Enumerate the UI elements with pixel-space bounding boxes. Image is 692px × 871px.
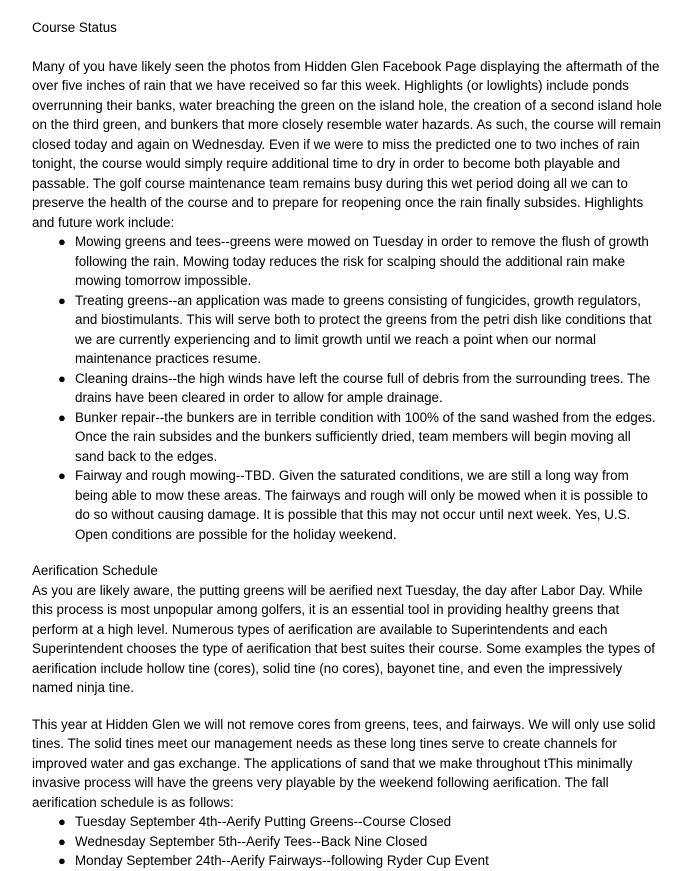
document-page — [32, 18, 662, 871]
list-item-text: Cleaning drains--the high winds have left the course full of debris from the surrounding trees. The drains have been cleared in order to allow for ample drainage. — [75, 370, 651, 405]
spacer — [32, 544, 662, 561]
bullet-icon: ● — [58, 292, 66, 308]
course-status-heading: Course Status — [32, 20, 117, 35]
list-item — [32, 291, 662, 369]
aerification-paragraph-2: This year at Hidden Glen we will not remove cores from greens, tees, and fairways. We will only use solid tines. The solid tines meet our management needs as these long tines serve to create channels for improved water and gas exchange. The applications of sand that we make throughout tThis minimally invasive process will have the greens very playable by the weekend following aerification. The fall aerification schedule is as follows: — [32, 716, 656, 810]
schedule-list — [32, 812, 662, 871]
list-item — [32, 232, 662, 291]
bullet-icon: ● — [58, 833, 66, 849]
spacer — [32, 698, 662, 715]
list-item — [32, 466, 662, 544]
list-item-text: Treating greens--an application was made to greens consisting of fungicides, growth regulators, and biostimulants. This will serve both to protect the greens from the petri dish like conditions that we are currently experiencing and to limit growth until we reach a point when our normal maintenance practices resume. — [75, 292, 652, 366]
schedule-item-text: Wednesday September 5th--Aerify Tees--Back Nine Closed — [75, 833, 428, 849]
aerification-heading: Aerification Schedule — [32, 563, 158, 578]
list-item — [32, 369, 662, 408]
list-item-text: Mowing greens and tees--greens were mowed on Tuesday in order to remove the flush of growth following the rain. Mowing today reduces the risk for scalping should the additional rain make mowing tomorrow impossible. — [75, 234, 649, 288]
course-status-intro: Many of you have likely seen the photos from Hidden Glen Facebook Page displaying the aftermath of the over five inches of rain that we have received so far this week. Highlights (or lowlights) include ponds overrunning their banks, water breaching the green on the island hole, the creation of a second island hole on the third green, and bunkers that more closely resemble water hazards. As such, the course will remain closed today and again on Wednesday. Even if we were to miss the predicted one to two inches of rain tonight, the course would simply require additional time to dry in order to become both playable and passable. The golf course maintenance team remains busy during this wet period doing all we can to preserve the health of the course and to prepare for reopening once the rain finally subsides. Highlights and future work include: — [32, 58, 662, 230]
list-item — [32, 812, 662, 832]
bullet-icon: ● — [58, 814, 66, 829]
bullet-icon: ● — [58, 468, 66, 483]
spacer — [32, 38, 662, 57]
bullet-icon: ● — [58, 409, 66, 425]
schedule-item-text: Monday September 24th--Aerify Fairways--following Ryder Cup Event — [75, 853, 489, 868]
list-item — [32, 408, 662, 467]
list-item — [32, 832, 662, 852]
list-item-text: Fairway and rough mowing--TBD. Given the saturated conditions, we are still a long way from being able to mow these areas. The fairways and rough will only be mowed when it is possible to do so without causing damage. It is possible that this may not occur until next week. Yes, U.S. Open conditions are possible for the holiday weekend. — [75, 468, 648, 542]
bullet-icon: ● — [58, 370, 66, 386]
list-item-text: Bunker repair--the bunkers are in terrible condition with 100% of the sand washed from the edges. Once the rain subsides and the bunkers sufficiently dried, team members will begin moving all sand back to the edges. — [75, 409, 656, 464]
list-item — [32, 851, 662, 871]
highlights-list — [32, 232, 662, 544]
schedule-item-text: Tuesday September 4th--Aerify Putting Greens--Course Closed — [75, 814, 452, 829]
bullet-icon: ● — [58, 234, 66, 249]
aerification-paragraph-1: As you are likely aware, the putting greens will be aerified next Tuesday, the day after Labor Day. While this process is most unpopular among golfers, it is an essential tool in providing healthy greens that perform at a high level. Numerous types of aerification are available to Superintendents and each Superintendent chooses the type of aerification that best suites their course. Some examples the types of aerification include hollow tine (cores), solid tine (no cores), bayonet tine, and even the impressively named ninja tine. — [32, 582, 656, 695]
bullet-icon: ● — [58, 853, 66, 868]
